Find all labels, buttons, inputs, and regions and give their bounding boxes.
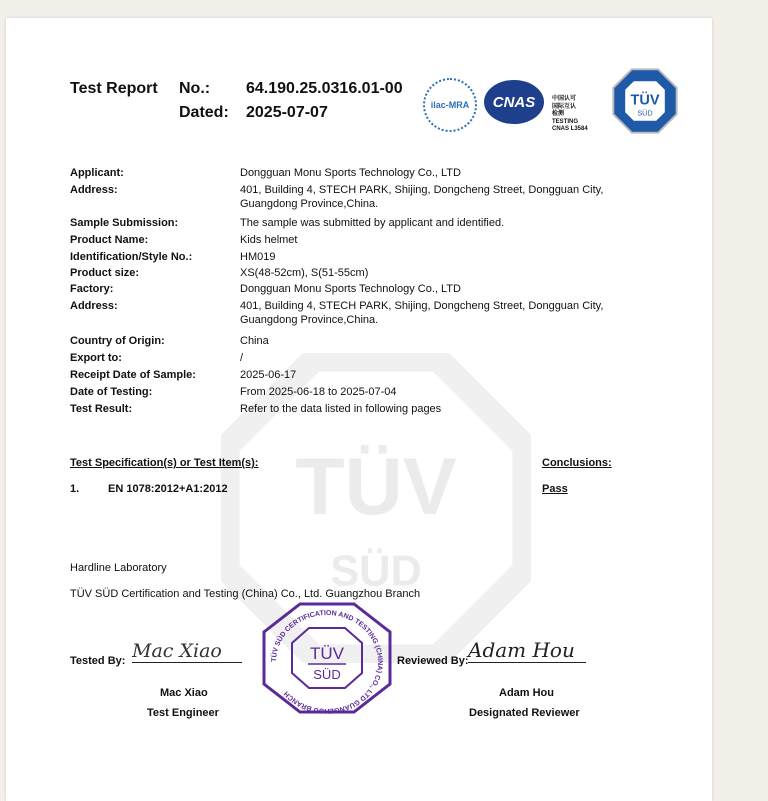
svg-text:TÜV: TÜV bbox=[310, 644, 344, 663]
tested-role: Test Engineer bbox=[147, 707, 219, 719]
reviewed-by-label: Reviewed By: bbox=[397, 655, 469, 667]
report-no-label: No.: bbox=[179, 80, 211, 97]
svg-text:SÜD: SÜD bbox=[330, 547, 422, 596]
tuv-sud-stamp bbox=[262, 602, 392, 714]
tested-signature: Mac Xiao bbox=[132, 640, 242, 663]
tested-by-label: Tested By: bbox=[70, 655, 126, 667]
dated-label: Dated: bbox=[179, 104, 229, 121]
svg-text:TÜV: TÜV bbox=[295, 442, 457, 533]
tuv-sud-logo bbox=[612, 68, 678, 134]
report-page: TÜV SÜD Test Report No.: 64.190.25.0316.01-00 Dated: 2025-07-07 ilac-MRA CNAS 中国认可 国际互认 检测 TESTING CNAS L3584 TÜV SÜD Applicant: Dongguan Monu Sports Technology Co., LTD Address: 401, Building 4, STECH PARK, Shijing, Dongcheng Street, Dongguan City, Guangdong Province,China. Sample Submission: The sample was submitted by applicant and identified. Product Name: Kids helmet Identification/Style No.: HM019 Product size: XS(48-52cm), S(51-55cm) Factory: Dongguan Monu Sports Technology Co., LTD Address: 401, Building 4, STECH PARK, Shijing, Dongcheng Street, Dongguan City, Guangdong Province,China. Country of Origin: China Export to: / Receipt Date of Sample: 2025-06-17 Date of Testing: From 2025-06-18 to 2025-07-04 Test Result: Refer to the data listed in following pages Test Specification(s) or Test Item(s): Conclusions: 1. EN 1078:2012+A1:2012 Pass Hardline Laboratory TÜV SÜD Certification and Testing (China) Co., Ltd. Guangzhou Branch Tested By: Mac Xiao Mac Xiao Test Engineer TÜV SÜD TÜV SÜD CERTIFICATION AND TESTING (CHINA) CO., LTD GUANGZHOU BRANCH Reviewed By: Adam Hou Adam Hou Designated Reviewer bbox=[6, 18, 712, 801]
cnas-logo: CNAS bbox=[484, 80, 544, 124]
report-title: Test Report bbox=[70, 80, 158, 97]
reviewed-name: Adam Hou bbox=[499, 687, 554, 699]
spec-header: Test Specification(s) or Test Item(s): bbox=[70, 457, 259, 469]
svg-text:TÜV: TÜV bbox=[630, 92, 660, 109]
spec-result: Pass bbox=[542, 483, 568, 495]
spec-item-no: 1. bbox=[70, 483, 80, 495]
lab-name: Hardline Laboratory bbox=[70, 562, 167, 574]
cnas-text: 中国认可 国际互认 检测 TESTING CNAS L3584 bbox=[552, 96, 588, 132]
reviewed-role: Designated Reviewer bbox=[469, 707, 580, 719]
dated-value: 2025-07-07 bbox=[246, 104, 328, 121]
svg-text:SÜD: SÜD bbox=[313, 667, 341, 682]
report-no-value: 64.190.25.0316.01-00 bbox=[246, 80, 403, 97]
svg-text:TÜV SÜD CERTIFICATION AND TEST: TÜV SÜD CERTIFICATION AND TESTING (CHINA) CO., LTD GUANGZHOU BRANCH bbox=[270, 609, 384, 714]
ilac-mra-logo: ilac-MRA bbox=[423, 78, 477, 132]
lab-company: TÜV SÜD Certification and Testing (China) Co., Ltd. Guangzhou Branch bbox=[70, 588, 421, 600]
svg-text:SÜD: SÜD bbox=[637, 108, 653, 118]
spec-item: EN 1078:2012+A1:2012 bbox=[108, 483, 228, 495]
conclusions-header: Conclusions: bbox=[542, 457, 612, 469]
tested-name: Mac Xiao bbox=[160, 687, 208, 699]
reviewed-signature: Adam Hou bbox=[468, 638, 586, 663]
